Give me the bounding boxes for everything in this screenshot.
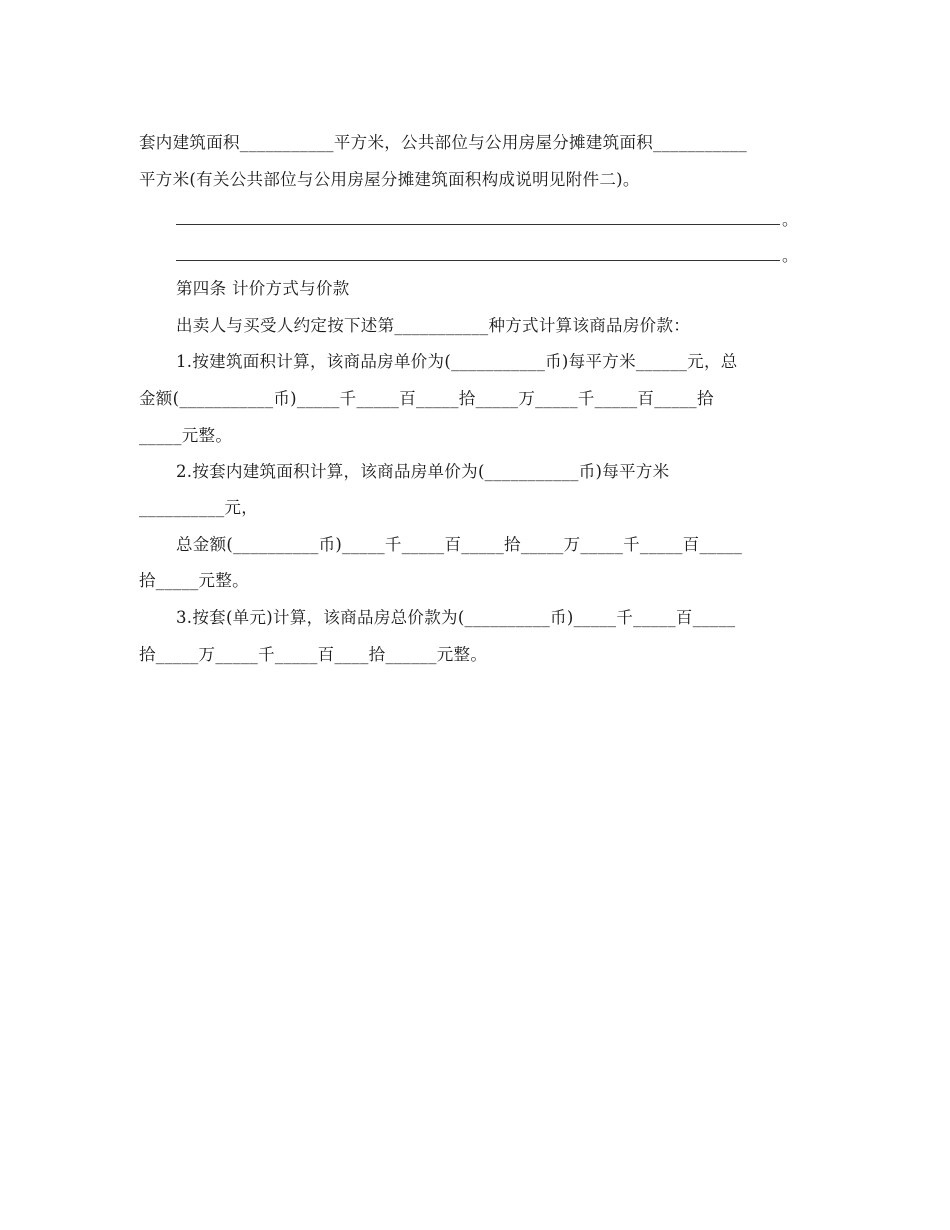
text-line-option-2: 2.按套内建筑面积计算，该商品房单价为(___________币)每平方米 — [176, 462, 670, 481]
section-heading: 第四条 计价方式与价款 — [176, 279, 350, 298]
text-line-option-2-total: 总金额(__________币)_____千_____百_____拾_____万_____千_____百_____ — [176, 535, 743, 554]
text-line-option-1-total: 金额(___________币)_____千_____百_____拾_____万_____千_____百_____拾 — [139, 389, 714, 408]
blank-line-1-end: 。 — [782, 210, 799, 229]
blank-line-1 — [176, 224, 780, 225]
text-line-option-1: 1.按建筑面积计算，该商品房单价为(___________币)每平方米______元，总 — [176, 352, 738, 371]
text-line-option-1-end: _____元整。 — [139, 426, 233, 445]
text-line-option-3: 3.按套(单元)计算，该商品房总价款为(__________币)_____千_____百_____ — [176, 608, 736, 627]
text-line-option-3-end: 拾_____万_____千_____百____拾______元整。 — [139, 645, 488, 664]
text-line-option-2-price: __________元， — [139, 498, 259, 517]
text-line-method: 出卖人与买受人约定按下述第___________种方式计算该商品房价款： — [176, 316, 691, 335]
text-line-option-2-end: 拾_____元整。 — [139, 571, 249, 590]
text-line-area: 套内建筑面积___________平方米，公共部位与公用房屋分摊建筑面积___________ — [139, 133, 748, 152]
text-line-area-note: 平方米(有关公共部位与公用房屋分摊建筑面积构成说明见附件二)。 — [139, 170, 640, 189]
blank-line-2-end: 。 — [782, 246, 799, 265]
blank-line-2 — [176, 260, 780, 261]
